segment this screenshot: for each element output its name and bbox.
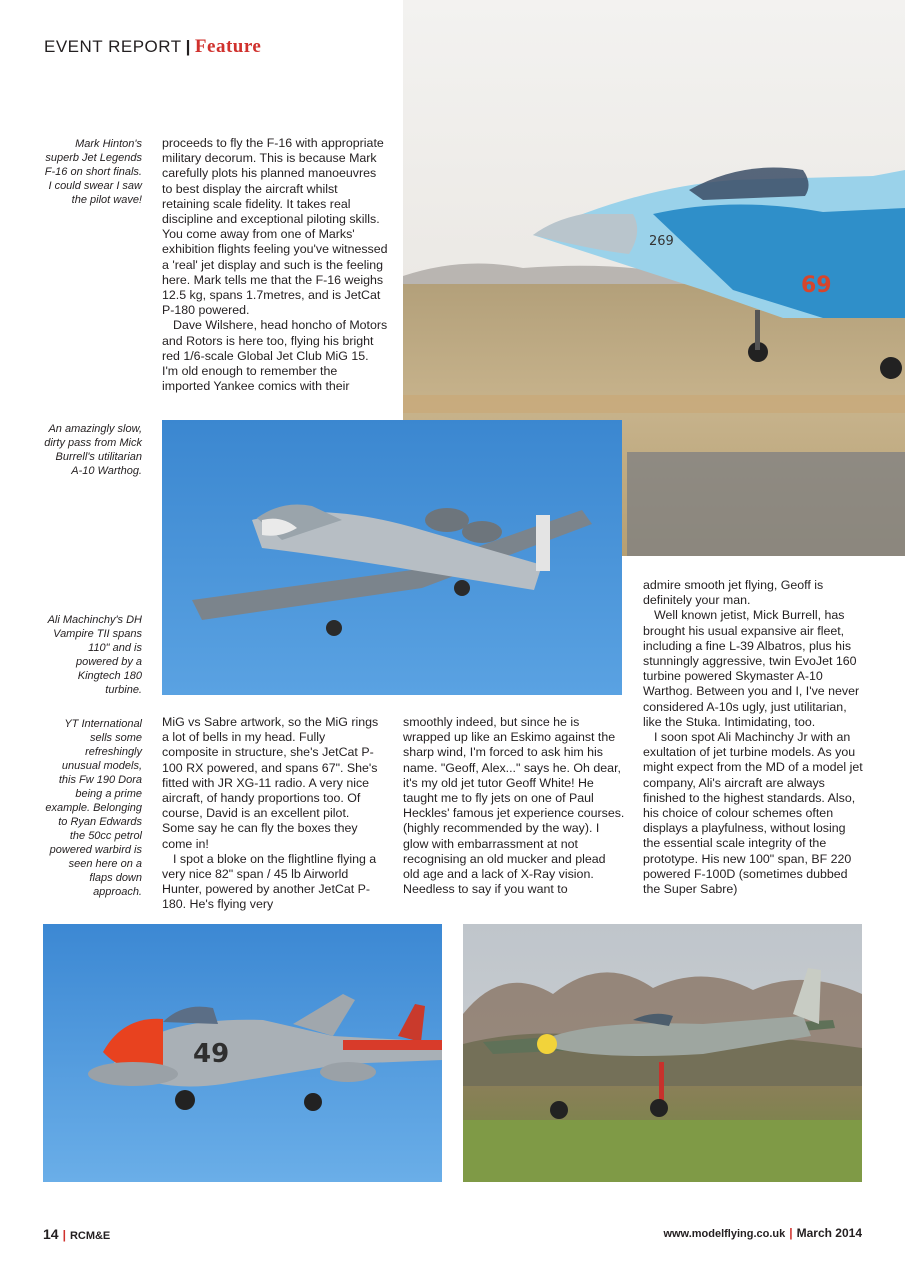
footer-right [663,1226,862,1240]
paragraph: admire smooth jet flying, Geoff is definitely your man. [643,578,824,608]
magazine-name: RCM&E [69,1230,111,1242]
footer-divider: | [789,1226,793,1240]
photo-vampire [43,924,442,1182]
paragraph: I soon spot Ali Machinchy Jr with an exultation of jet turbine models. As you might expect from the MD of a model jet company, Ali's aircraft are always finished to the highest standards. Also, his choice of colour schemes often displays a playfulness, without losing the essential scale integrity of the prototype. His new 100" span, BF 220 powered F-100D (sometimes dubbed the Super Sabre) [643,730,863,897]
text-column-3 [643,578,865,897]
footer-divider: | [62,1228,66,1242]
footer-left [43,1226,110,1242]
caption-fw190: YT International sells some refreshingly unusual models, this Fw 190 Dora being a prime example. Belonging to Ryan Edwards the 50cc petrol powered warbird is seen here on a flaps down approach. [45,718,142,898]
paragraph: Well known jetist, Mick Burrell, has brought his usual expansive air fleet, including a fine L-39 Albatros, plus his stunningly aggressive, twin EvoJet 160 turbine powered Skymaster A-10 Warthog. Between you and I, I've never considered A-10s ugly, just utilitarian, like the Stuka. Intimidating, too. [643,608,860,729]
text-column-1 [162,715,382,913]
caption-a10: An amazingly slow, dirty pass from Mick Burrell's utilitarian A-10 Warthog. [44,423,142,477]
vampire-photo-image [43,924,442,1182]
photo-fw190 [463,924,862,1182]
photo-a10 [162,420,622,695]
website-link[interactable]: www.modelflying.co.uk [663,1228,786,1240]
text-column-2 [403,715,625,897]
page-number: 14 [43,1226,59,1242]
caption-vampire: Ali Machinchy's DH Vampire TII spans 110" and is powered by a Kingtech 180 turbine. [47,614,142,696]
vampire-number: 49 [193,1039,230,1069]
paragraph: MiG vs Sabre artwork, so the MiG rings a lot of bells in my head. Fully composite in structure, she's JetCat P-100 RX powered, and spans 67". She's fitted with JR XG-11 radio. A very nice aircraft, of handy proportions too. Of course, David is an excellent pilot. Some say he can fly the boxes they come in! [162,715,379,851]
issue-date: March 2014 [796,1226,862,1240]
caption-f16: Mark Hinton's superb Jet Legends F-16 on short finals. I could swear I saw the pilot wave! [44,138,142,206]
a10-photo-image [162,420,622,695]
paragraph: I spot a bloke on the flightline flying a very nice 82" span / 45 lb Airworld Hunter, powered by another JetCat P-180. He's flying very [162,851,377,912]
paragraph: Dave Wilshere, head honcho of Motors and Rotors is here too, flying his bright red 1/6-scale Global Jet Club MiG 15. I'm old enough to remember the imported Yankee comics with their [162,318,388,394]
paragraph: proceeds to fly the F-16 with appropriate military decorum. This is because Mark carefully plots his planned manoeuvres to best display the aircraft whilst retaining scale fidelity. It takes real discipline and exceptional piloting skills. You come away from one of Marks' exhibition flights feeling you've witnessed a 'real' jet display and such is the feeling here. Mark tells me that the F-16 weighs 12.5 kg, spans 1.7metres, and is JetCat P-180 powered. [162,136,388,318]
paragraph: smoothly indeed, but since he is wrapped up like an Eskimo against the sharp wind, I'm forced to ask him his name. "Geoff, Alex..." says he. Oh dear, it's my old jet tutor Geoff White! He taught me to fly jets on one of Paul Heckles' famous jet experience courses. (highly recommended by the way). I glow with embarrassment at not recognising an old mucker and plead old age and a lack of X-Ray vision. Needless to say if you want to [403,715,625,897]
section-header [44,36,261,58]
f16-nose-number: 269 [649,234,674,249]
header-divider: | [185,37,191,56]
section-label: EVENT REPORT [44,37,182,56]
fw190-photo-image [463,924,862,1182]
text-column-top [162,136,388,394]
feature-label: Feature [194,36,262,57]
f16-tail-number: 69 [801,273,832,298]
